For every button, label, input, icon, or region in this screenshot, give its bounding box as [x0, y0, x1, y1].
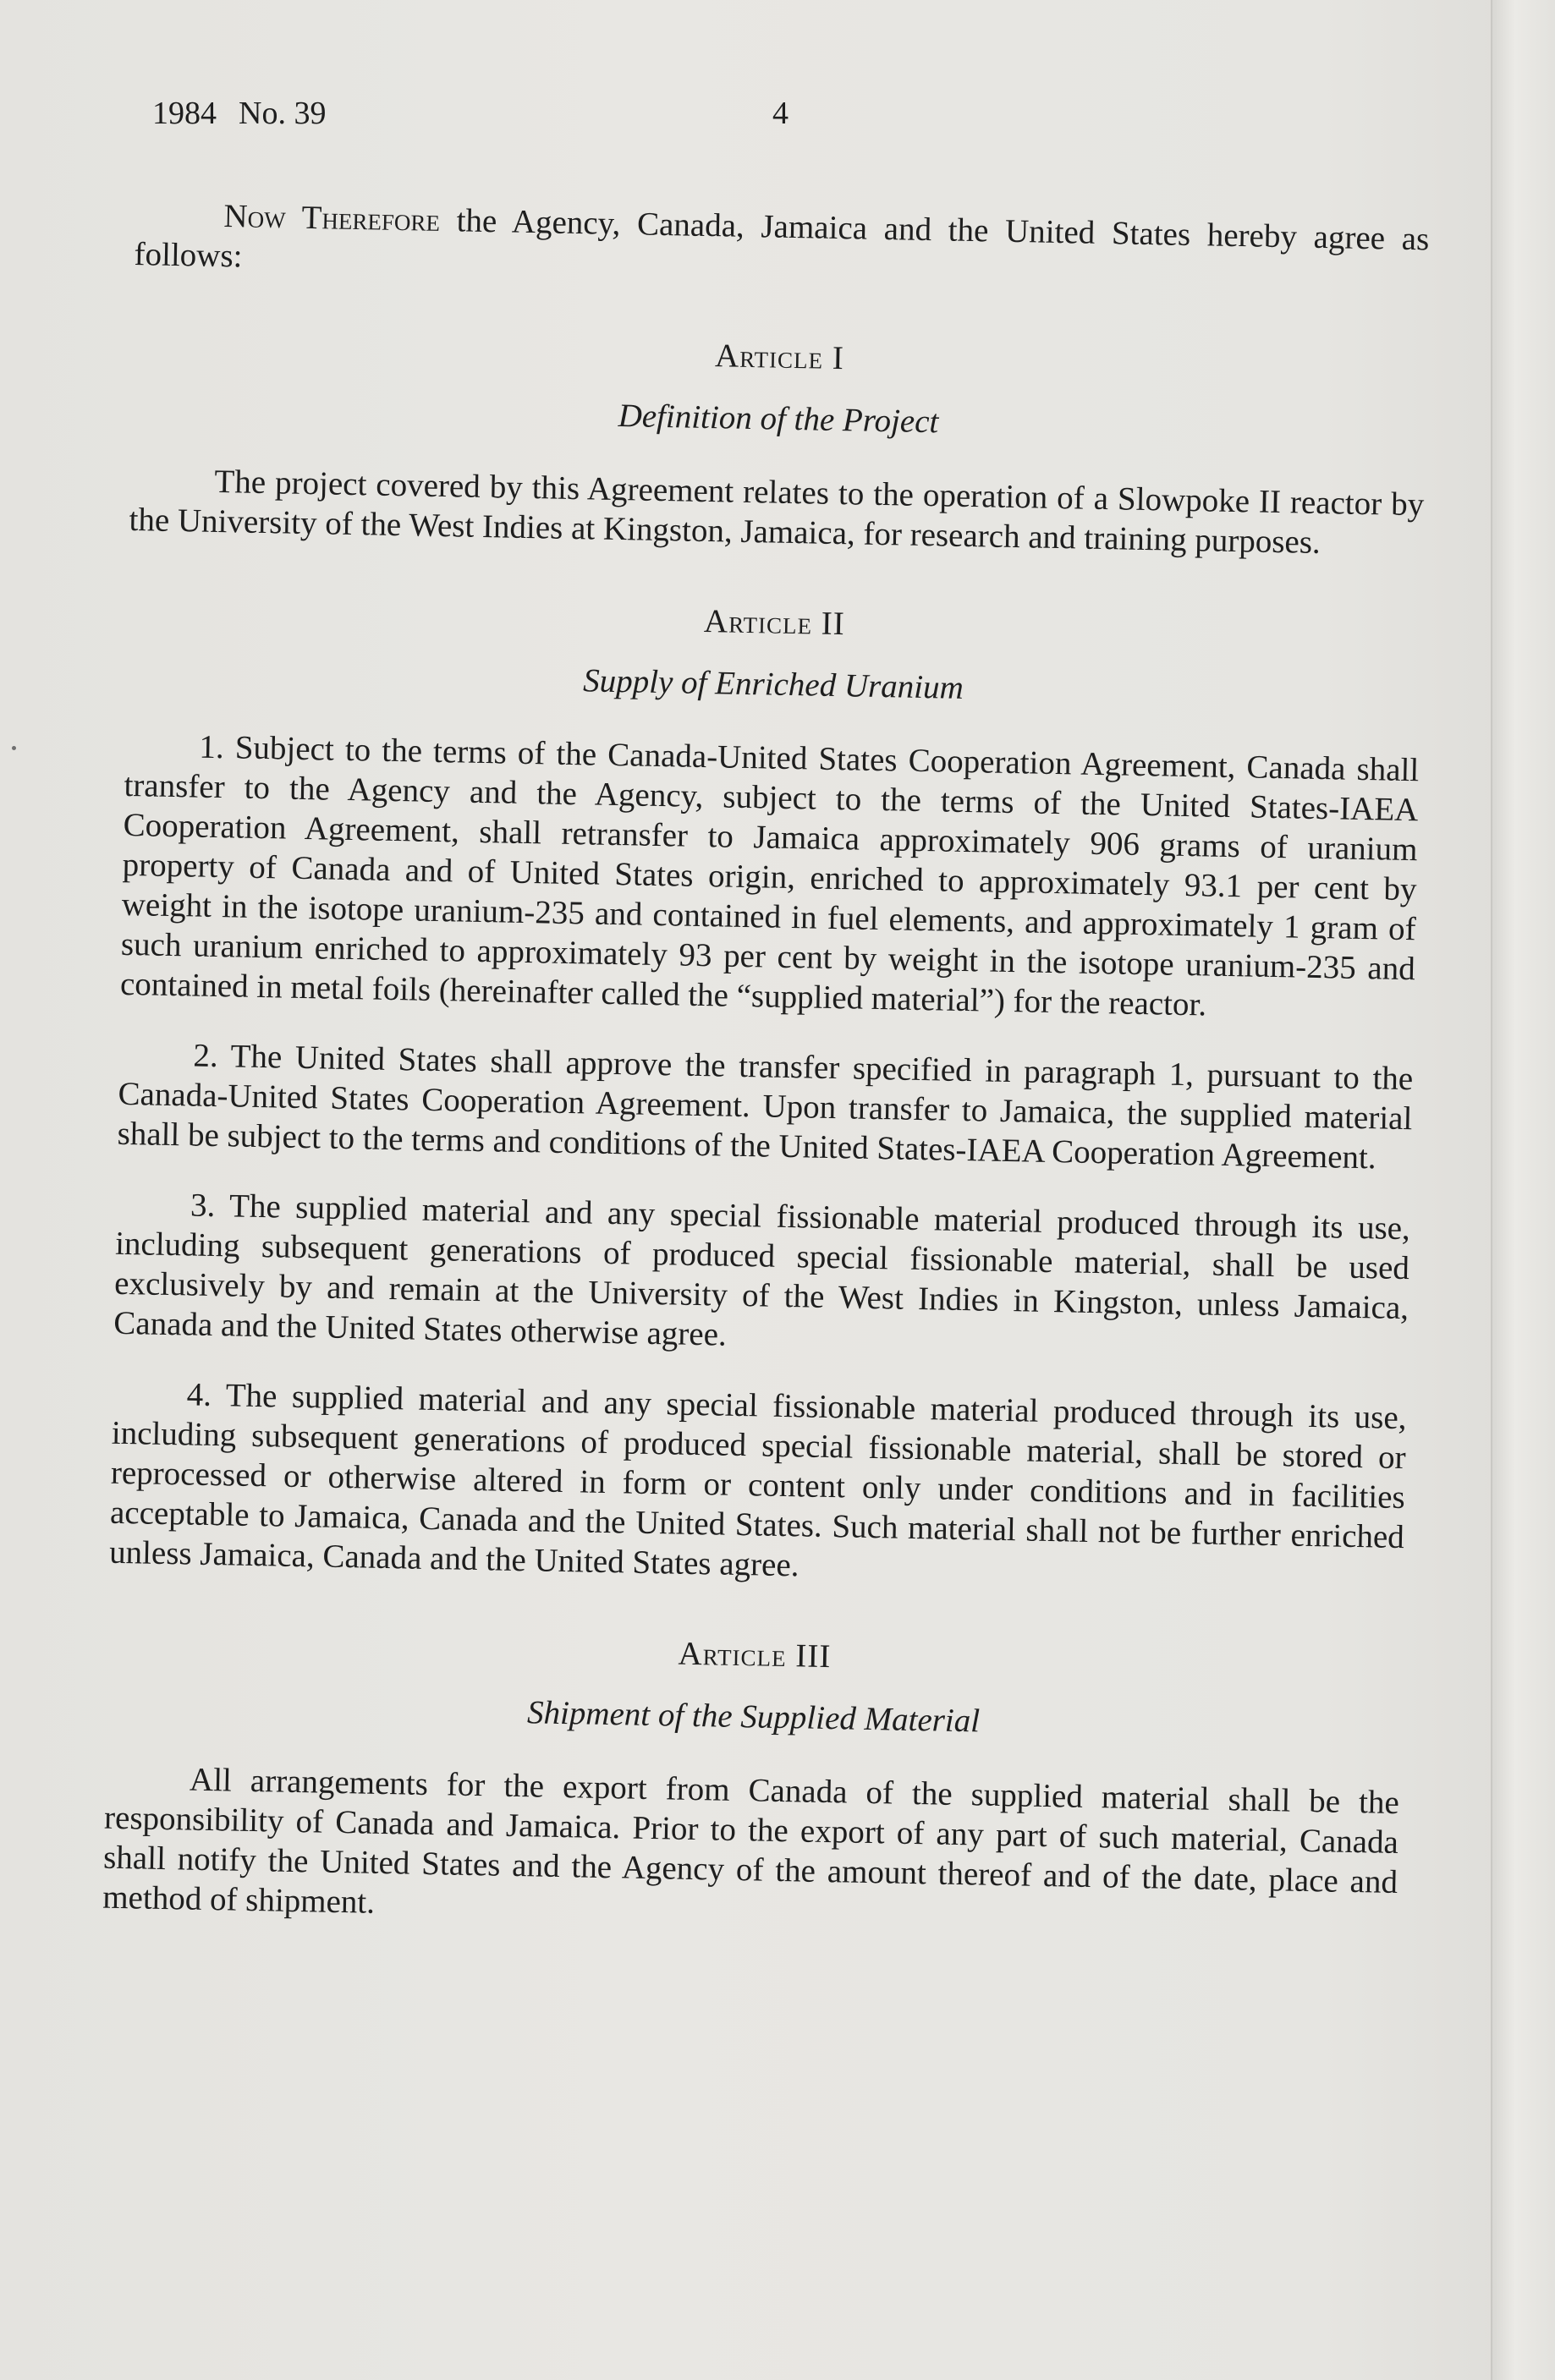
header-year: 1984	[152, 96, 217, 131]
article-1-title: Definition of the Project	[618, 398, 939, 441]
intro-lead: Now Therefore	[223, 198, 441, 239]
article-1-text: The project covered by this Agreement relates to the operation of a Slowpoke II reactor by the University of the West Indies at Kingston, Jamaica, for research and training purposes.	[129, 463, 1425, 561]
page-header	[152, 95, 1421, 145]
header-citation	[152, 95, 348, 132]
header-number: No. 39	[239, 96, 327, 131]
article-3-title: Shipment of the Supplied Material	[526, 1694, 981, 1740]
page-edge	[1491, 0, 1555, 2380]
document-body	[102, 195, 1430, 1942]
article-2-paragraph-3: 3. The supplied material and any special fissionable material produced through its use, including subsequent generations of produced special fissionable material, shall be used exclusively by and remain at the University of the West Indies in Kingston, unless Jamaica, Canada and the United States otherwise agree.	[113, 1187, 1411, 1353]
article-3-text: All arrangements for the export from Canada of the supplied material shall be the responsibility of Canada and Jamaica. Prior to the export of any part of such material, Canada shall notify the United States and the Agency of the amount thereof and of the date, place and method of shipment.	[102, 1761, 1400, 1921]
article-1-heading: Article I	[714, 337, 845, 377]
intro-paragraph	[134, 195, 1430, 299]
page-number: 4	[772, 96, 788, 131]
intro-text: the Agency, Canada, Jamaica and the United States hereby agree as follows:	[134, 201, 1430, 275]
article-3-heading: Article III	[678, 1635, 832, 1675]
scan-speck	[12, 746, 16, 750]
article-2-paragraph-4: 4. The supplied material and any special fissionable material produced through its use, including subsequent generations of produced special fissionable material, shall be stored or reprocessed or otherwise altered in form or content only under conditions and in facilities acceptable to Jamaica, Canada and the United States. Such material shall not be further enriched unless Jamaica, Canada and the United States agree.	[108, 1376, 1407, 1584]
article-2-heading: Article II	[703, 602, 846, 643]
article-2-title: Supply of Enriched Uranium	[582, 662, 964, 706]
article-2-paragraph-2: 2. The United States shall approve the transfer specified in paragraph 1, pursuant to the Canada-United States Cooperation Agreement. Upon transfer to Jamaica, the supplied material shall be subject to the terms and conditions of the United States-IAEA Cooperation Agreement.	[117, 1037, 1414, 1176]
article-2-paragraph-1: 1. Subject to the terms of the Canada-United States Cooperation Agreement, Canada shall transfer to the Agency and the Agency, subject to the terms of the United States-IAEA Cooperation Agreement, shall retransfer to Jamaica approximately 906 grams of uranium property of Canada and of United States origin, enriched to approximately 93.1 per cent by weight in the isotope uranium-235 and contained in fuel elements, and approximately 1 gram of such uranium enriched to approximately 93 per cent by weight in the isotope uranium-235 and contained in metal foils (hereinafter called the “supplied material”) for the reactor.	[119, 728, 1420, 1023]
